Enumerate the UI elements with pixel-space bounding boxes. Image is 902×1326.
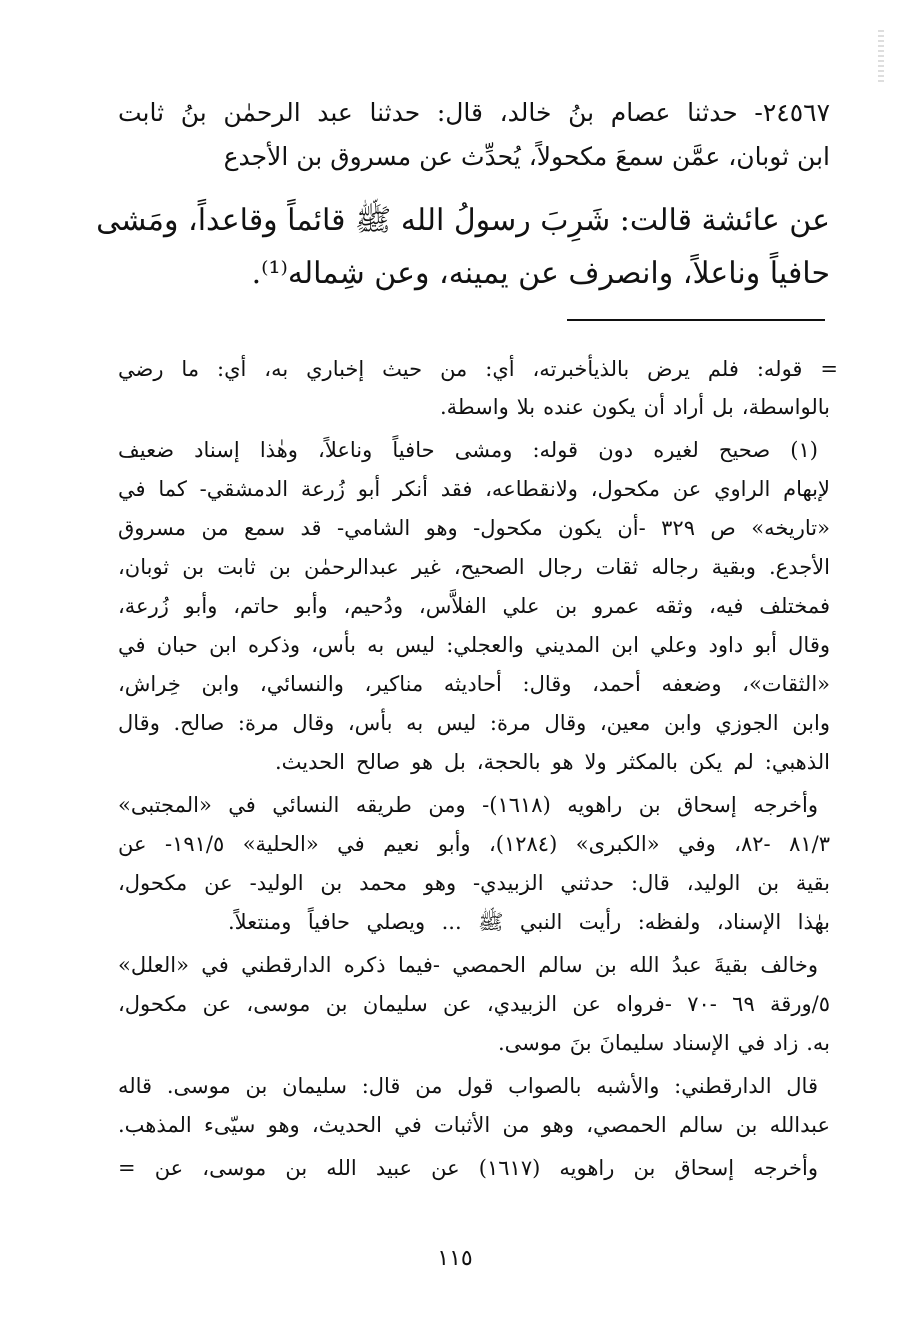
hadith-line-3: عن عائشة قالت: شَرِبَ رسولُ الله ﷺ قائماً وقاعداً، ومَشى — [96, 203, 830, 238]
footnote-line: بالواسطة، بل أراد أن يكون عنده بلا واسطة. — [440, 395, 830, 419]
footnote-line: (١) صحيح لغيره دون قوله: ومشى حافياً وناعلاً، وهٰذا إسناد ضعيف — [118, 438, 818, 462]
footnote-line: وابن الجوزي وابن معين، وقال مرة: ليس به بأس، وقال مرة: صالح. وقال — [118, 711, 830, 735]
footnote-line: به. زاد في الإسناد سليمانَ بنَ موسى. — [498, 1031, 830, 1055]
hadith-line-2: ابن ثوبان، عمَّن سمعَ مكحولاً، يُحدِّث عن مسروق بن الأجدع — [223, 142, 830, 171]
footnote-line: «الثقات»، وضعفه أحمد، وقال: أحاديثه مناكير، والنسائي، وابن خِراش، — [118, 672, 830, 696]
footnote-line: الذهبي: لم يكن بالمكثر ولا هو بالحجة، بل هو صالح الحديث. — [275, 750, 830, 774]
footnote-line: بقية بن الوليد، قال: حدثني الزبيدي- وهو محمد بن الوليد- عن مكحول، — [118, 871, 830, 895]
footnote-separator — [567, 319, 825, 321]
footnote-line: وأخرجه إسحاق بن راهويه (١٦١٨)- ومن طريقه النسائي في «المجتبى» — [118, 793, 818, 817]
footnote-line: وقال أبو داود وعلي ابن المديني والعجلي: ليس به بأس، وذكره ابن حبان في — [118, 633, 830, 657]
hadith-line-1: ٢٤٥٦٧- حدثنا عصام بنُ خالد، قال: حدثنا عبد الرحمٰن بنُ ثابت — [118, 98, 830, 127]
footnote-line: وخالف بقيةَ عبدُ الله بن سالم الحمصي -فيما ذكره الدارقطني في «العلل» — [118, 953, 818, 977]
footnote-line: ٨١/٣ -٨٢، وفي «الكبرى» (١٢٨٤)، وأبو نعيم في «الحلية» ١٩١/٥- عن — [118, 832, 830, 856]
footnote-line: «تاريخه» ص ٣٢٩ -أن يكون مكحول- وهو الشامي- قد سمع من مسروق — [118, 516, 830, 540]
footnote-line: ٥/ورقة ٦٩ -٧٠ -فرواه عن الزبيدي، عن سليمان بن موسى، عن مكحول، — [118, 992, 830, 1016]
footnote-line: فمختلف فيه، وثقه عمرو بن علي الفلاَّس، ودُحيم، وأبو حاتم، وأبو زُرعة، — [118, 594, 830, 618]
footnote-line: قال الدارقطني: والأشبه بالصواب قول من قال: سليمان بن موسى. قاله — [118, 1074, 818, 1098]
footnote-line: لإبهام الراوي عن مكحول، ولانقطاعه، فقد أنكر أبو زُرعة الدمشقي- كما في — [118, 477, 830, 501]
footnote-line: عبدالله بن سالم الحمصي، وهو من الأثبات في الحديث، وهو سيّىء المذهب. — [118, 1113, 830, 1137]
footnote-line: الأجدع. وبقية رجاله ثقات رجال الصحيح، غير عبدالرحمٰن بن ثابت بن ثوبان، — [118, 555, 830, 579]
page-edge-mark — [878, 30, 884, 85]
footnote-line: بهٰذا الإسناد، ولفظه: رأيت النبي ﷺ ... ويصلي حافياً ومنتعلاً. — [228, 910, 830, 934]
footnote-line: وأخرجه إسحاق بن راهويه (١٦١٧) عن عبيد الله بن موسى، عن = — [118, 1156, 818, 1180]
page-number: ١١٥ — [437, 1246, 473, 1271]
footnote-line: = قوله: فلم يرض بالذيأخبرته، أي: من حيث إخباري به، أي: ما رضي — [118, 357, 838, 381]
hadith-line-4: حافياً وناعلاً، وانصرف عن يمينه، وعن شِماله⁽¹⁾. — [251, 256, 830, 291]
